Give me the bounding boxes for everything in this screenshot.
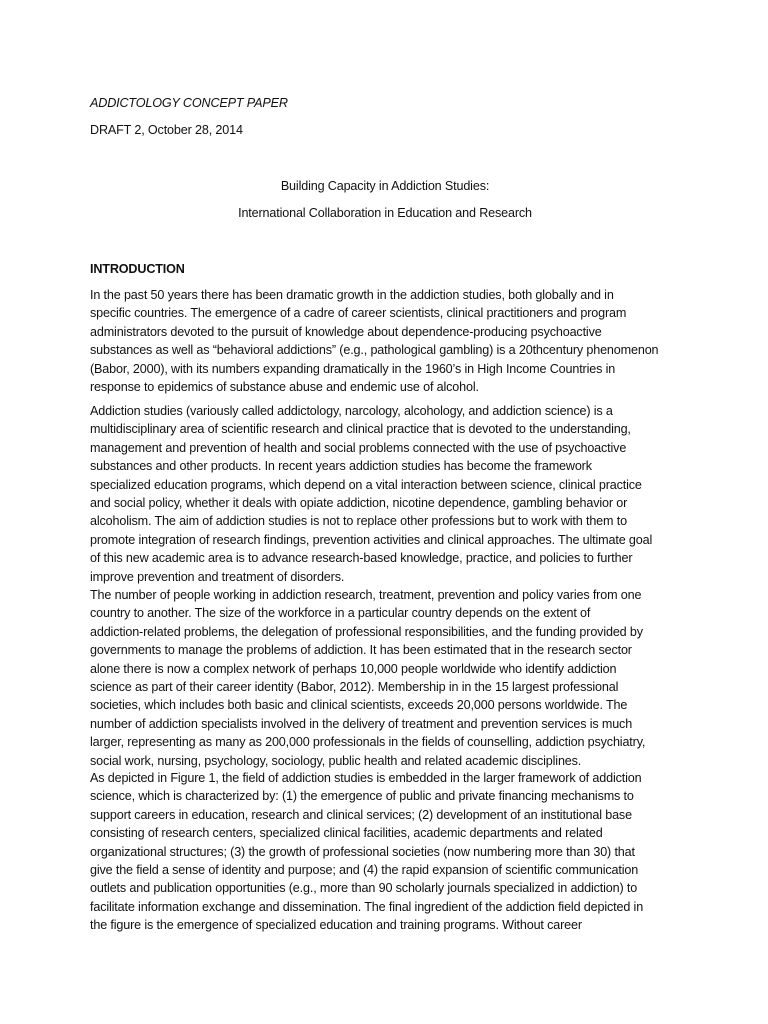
paragraph-line: give the field a sense of identity and purpose; and (4) the rapid expansion of scientific communication <box>90 863 639 878</box>
paragraph-line: science, which is characterized by: (1) the emergence of public and private financing mechanisms to <box>90 789 634 804</box>
paragraph-line: Addiction studies (variously called addictology, narcology, alcohology, and addiction science) is a <box>90 404 613 418</box>
paragraph-line: science as part of their career identity (Babor, 2012). Membership in in the 15 largest professional <box>90 680 619 695</box>
paragraph-line: promote integration of research findings, prevention activities and clinical approaches. The ultimate goal <box>90 532 653 547</box>
paragraph-line: country to another. The size of the workforce in a particular country depends on the extent of <box>90 606 591 621</box>
paragraph-line: the figure is the emergence of specialized education and training programs. Without career <box>90 918 582 933</box>
paragraph-line: substances as well as “behavioral addictions” (e.g., pathological gambling) is a 20thcentury phenomenon <box>90 343 659 358</box>
paragraph-line: governments to manage the problems of addiction. It has been estimated that in the research sector <box>90 643 632 658</box>
paragraph-line: administrators devoted to the pursuit of knowledge about dependence-producing psychoactive <box>90 324 602 339</box>
paragraph-4 <box>90 769 680 935</box>
paragraph-line: societies, which includes both basic and clinical scientists, exceeds 20,000 persons worldwide. The <box>90 698 628 713</box>
paragraph-line: specific countries. The emergence of a cadre of career scientists, clinical practitioners and program <box>90 306 627 321</box>
paragraph-line: multidisciplinary area of scientific research and clinical practice that is devoted to the understanding, <box>90 422 631 437</box>
document-title: ADDICTOLOGY CONCEPT PAPER <box>90 96 288 110</box>
paragraph-line: of this new academic area is to advance research-based knowledge, practice, and policies to further <box>90 551 633 566</box>
paper-heading-line1: Building Capacity in Addiction Studies: <box>280 179 490 193</box>
paragraph-line: The number of people working in addiction research, treatment, prevention and policy varies from one <box>90 588 642 602</box>
paragraph-2 <box>90 402 680 586</box>
paragraph-line: support careers in education, research and clinical services; (2) development of an institutional base <box>90 807 632 822</box>
paragraph-line: consisting of research centers, specialized clinical facilities, academic departments and related <box>90 826 603 841</box>
paragraph-line: response to epidemics of substance abuse and endemic use of alcohol. <box>90 380 479 395</box>
draft-date: DRAFT 2, October 28, 2014 <box>90 123 243 137</box>
paragraph-line: management and prevention of health and social problems connected with the use of psychoactive <box>90 440 627 455</box>
section-heading-introduction: INTRODUCTION <box>90 262 185 276</box>
paragraph-line: specialized education programs, which depend on a vital interaction between science, clinical practice <box>90 477 642 492</box>
paragraph-line: addiction-related problems, the delegation of professional responsibilities, and the funding provided by <box>90 624 643 639</box>
paper-heading-line2: International Collaboration in Education and Research <box>238 206 532 220</box>
paragraph-line: alcoholism. The aim of addiction studies is not to replace other professions but to work with them to <box>90 514 627 529</box>
paragraph-line: larger, representing as many as 200,000 professionals in the fields of counselling, addiction psychiatry, <box>90 735 646 750</box>
paragraph-line: and social policy, whether it deals with opiate addiction, nicotine dependence, gambling behavior or <box>90 496 628 511</box>
paragraph-line: social work, nursing, psychology, sociology, public health and related academic disciplines. <box>90 753 582 768</box>
paragraph-line: organizational structures; (3) the growth of professional societies (now numbering more than 30) that <box>90 844 635 859</box>
paragraph-line: (Babor, 2000), with its numbers expanding dramatically in the 1960’s in High Income Countries in <box>90 361 616 376</box>
paragraph-line: outlets and publication opportunities (e.g., more than 90 scholarly journals specialized in addiction) to <box>90 881 638 896</box>
paragraph-line: number of addiction specialists involved in the delivery of treatment and prevention services is much <box>90 716 633 731</box>
paragraph-3 <box>90 586 680 770</box>
paragraph-line: substances and other products. In recent years addiction studies has become the framework <box>90 459 592 474</box>
paragraph-line: facilitate information exchange and dissemination. The final ingredient of the addiction field depicted in <box>90 899 644 914</box>
paragraph-1 <box>90 286 680 396</box>
paragraph-line: improve prevention and treatment of disorders. <box>90 569 345 584</box>
paragraph-line: alone there is now a complex network of perhaps 10,000 people worldwide who identify addiction <box>90 661 617 676</box>
paragraph-line: As depicted in Figure 1, the field of addiction studies is embedded in the larger framework of addiction <box>90 771 642 785</box>
paragraph-line: In the past 50 years there has been dramatic growth in the addiction studies, both globally and in <box>90 288 614 302</box>
